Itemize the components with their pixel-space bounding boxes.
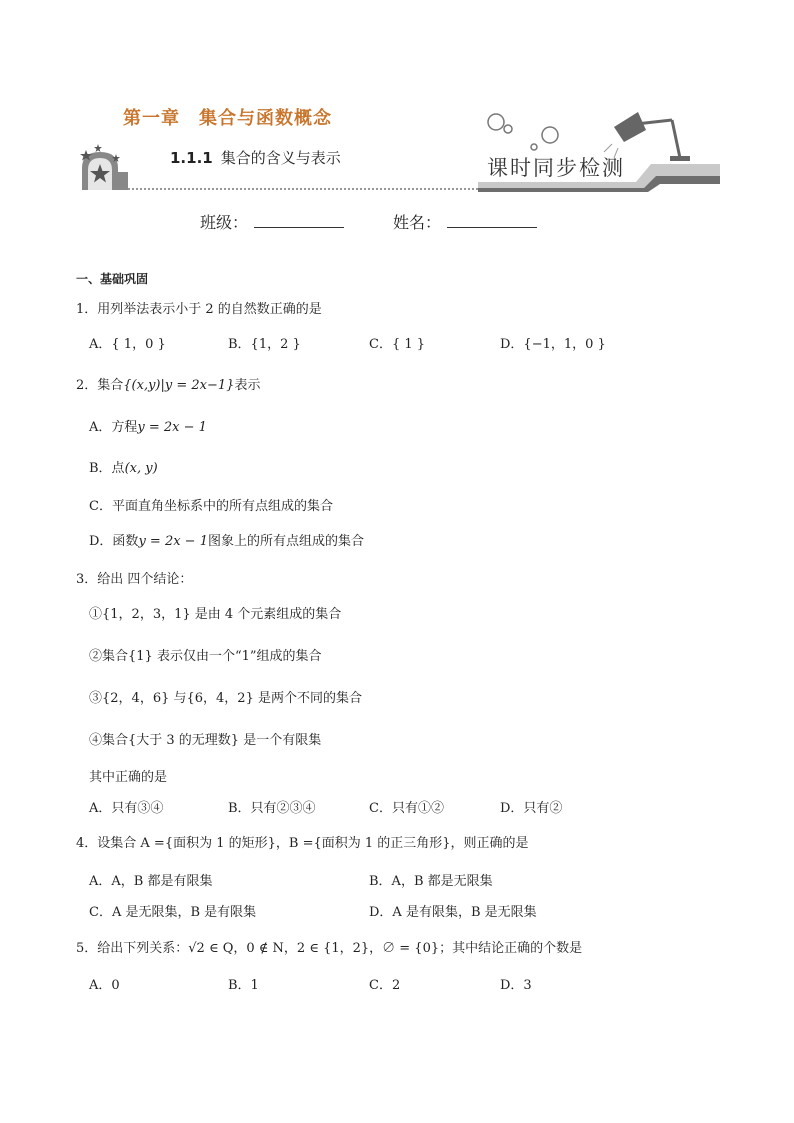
stem-math: {(x,y)|y = 2x−1} bbox=[123, 378, 235, 393]
class-field bbox=[200, 210, 344, 233]
question-2-option-c[interactable] bbox=[89, 498, 333, 516]
statement-1: ①{1，2，3，1} 是由 4 个元素组成的集合 bbox=[89, 607, 342, 622]
option-b[interactable]: B．只有②③④ bbox=[228, 801, 316, 816]
section-number: 1.1.1 bbox=[170, 149, 213, 167]
option-c[interactable]: C．A 是无限集，B 是有限集 bbox=[89, 905, 257, 920]
stem-prefix: 2．集合 bbox=[76, 378, 124, 393]
option-a[interactable]: A．A，B 都是有限集 bbox=[89, 874, 213, 889]
question-2-option-b[interactable] bbox=[89, 460, 158, 478]
section-heading: 一、基础巩固 bbox=[76, 272, 149, 286]
option-a[interactable]: A．只有③④ bbox=[89, 801, 164, 816]
question-3-stem: 3．给出 四个结论： bbox=[76, 572, 193, 587]
option-d[interactable]: D．A 是有限集，B 是无限集 bbox=[369, 905, 537, 920]
question-3-prompt: 其中正确的是 bbox=[89, 770, 168, 785]
statement-4: ④集合{大于 3 的无理数} 是一个有限集 bbox=[89, 733, 322, 748]
option-d[interactable]: D．{−1，1，0 } bbox=[500, 337, 606, 352]
option-c[interactable]: C．只有①② bbox=[369, 801, 444, 816]
option-suffix: 图象上的所有点组成的集合 bbox=[207, 534, 364, 549]
option-math: y = 2x − 1 bbox=[137, 420, 207, 435]
question-2-stem bbox=[76, 377, 260, 395]
option-text: D．函数 bbox=[89, 534, 139, 549]
section-title bbox=[170, 147, 341, 168]
option-text: B．点 bbox=[89, 461, 125, 476]
question-1-stem: 1．用列举法表示小于 2 的自然数正确的是 bbox=[76, 302, 322, 317]
option-b[interactable]: B．{1，2 } bbox=[228, 337, 301, 352]
stem-suffix: 表示 bbox=[234, 378, 261, 393]
option-d[interactable]: D．3 bbox=[500, 978, 532, 993]
name-label: 姓名： bbox=[393, 213, 442, 232]
name-blank[interactable] bbox=[447, 213, 537, 228]
statement-2: ②集合{1} 表示仅由一个“1”组成的集合 bbox=[89, 649, 322, 664]
option-math: y = 2x − 1 bbox=[138, 534, 208, 549]
banner-label: 课时同步检测 bbox=[487, 156, 625, 180]
option-d[interactable]: D．只有② bbox=[500, 801, 563, 816]
name-field bbox=[393, 210, 537, 233]
class-label: 班级： bbox=[200, 213, 249, 232]
option-math: (x, y) bbox=[124, 461, 158, 476]
chapter-title: 第一章 集合与函数概念 bbox=[123, 108, 332, 129]
star-badge-icon bbox=[80, 144, 128, 190]
option-a[interactable]: A．{ 1，0 } bbox=[89, 337, 166, 352]
option-b[interactable]: B．1 bbox=[228, 978, 259, 993]
option-a[interactable]: A．0 bbox=[89, 978, 120, 993]
option-text: A．方程 bbox=[89, 420, 138, 435]
question-4-stem: 4．设集合 A ={面积为 1 的矩形}，B ={面积为 1 的正三角形}，则正确的是 bbox=[76, 836, 529, 851]
question-2-option-a[interactable] bbox=[89, 419, 207, 437]
option-c[interactable]: C．{ 1 } bbox=[369, 337, 426, 352]
question-5-stem: 5．给出下列关系：√2 ∈ Q，0 ∉ N，2 ∈ {1，2}，∅ = {0}；其中结论正确的个数是 bbox=[76, 941, 583, 956]
option-text: C．平面直角坐标系中的所有点组成的集合 bbox=[89, 499, 333, 514]
section-name: 集合的含义与表示 bbox=[220, 149, 341, 167]
question-2-option-d[interactable] bbox=[89, 533, 364, 551]
option-b[interactable]: B．A，B 都是无限集 bbox=[369, 874, 493, 889]
statement-3: ③{2，4，6} 与{6，4，2} 是两个不同的集合 bbox=[89, 691, 362, 706]
bubbles-icon bbox=[488, 114, 558, 150]
class-blank[interactable] bbox=[254, 213, 344, 228]
option-c[interactable]: C．2 bbox=[369, 978, 401, 993]
